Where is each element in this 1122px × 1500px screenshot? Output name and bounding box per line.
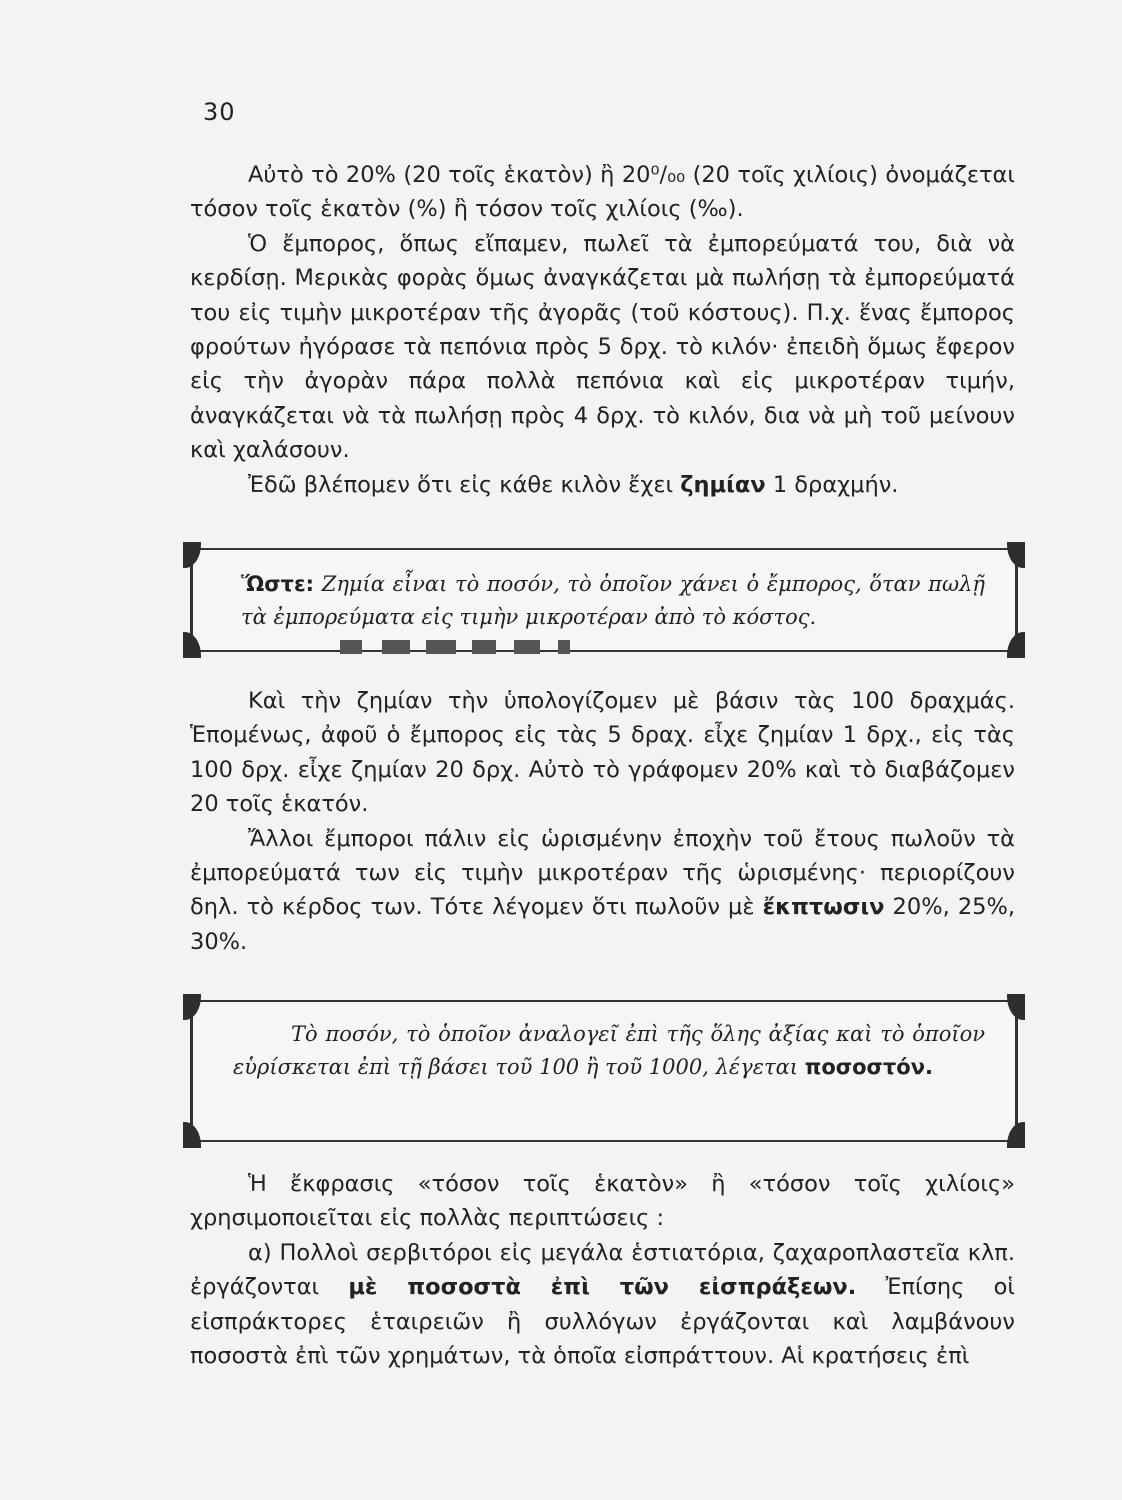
definition-lead: Ὥστε: [241,572,315,596]
box-corner-ornament [183,994,201,1020]
body-text-top [190,158,1015,502]
definition-box-loss [190,548,1018,652]
box-corner-ornament [1007,632,1025,658]
paragraph-discount: Ἄλλοι ἔμποροι πάλιν εἰς ὡρισμένην ἐποχὴν τοῦ ἔτους πωλοῦν τὰ ἐμπορεύματά των εἰς τιμὴν μικροτέραν τῆς ὡρισμένης· περιορίζουν δηλ. τὸ κέρδος των. Τότε λέγομεν ὅτι πωλοῦν μὲ ἔκπτωσιν 20%, 25%, 30%. [190,825,1015,955]
body-text-middle [190,684,1015,959]
print-smudge [330,640,690,656]
term-commission: μὲ ποσοστὰ ἐπὶ τῶν εἰσπράξεων. [348,1274,857,1301]
paragraph-percent-definition: Αὐτὸ τὸ 20% (20 τοῖς ἑκατὸν) ἢ 20⁰/₀₀ (20 τοῖς χιλίοις) ὀνομάζεται τόσον τοῖς ἑκατὸν (%) ἢ τόσον τοῖς χιλίοις (‰). [190,162,1015,223]
definition-text-percentage: Τὸ ποσόν, τὸ ὁποῖον ἀναλογεῖ ἐπὶ τῆς ὅλης ἀξίας καὶ τὸ ὁποῖον εὑρίσκεται ἐπὶ τῇ βάσει τοῦ 100 ἢ τοῦ 1000, λέγεται ποσοστόν. [233,1022,985,1079]
definition-box-percentage [190,1000,1018,1142]
term-zimia: ζημίαν [680,471,766,498]
box-corner-ornament [1007,1122,1025,1148]
paragraph-merchant-loss: Ὁ ἔμπορος, ὅπως εἴπαμεν, πωλεῖ τὰ ἐμπορεύματά του, διὰ νὰ κερδίσῃ. Μερικὰς φορὰς ὅμως ἀναγκάζεται μὰ πωλήσῃ τὰ ἐμπορεύματά του εἰς τιμὴν μικροτέραν τῆς ἀγορᾶς (τοῦ κόστους). Π.χ. ἕνας ἔμπορος φρούτων ἠγόρασε τὰ πεπόνια πρὸς 5 δρχ. τὸ κιλόν· ἐπειδὴ ὅμως ἔφερον εἰς τὴν ἀγορὰν πάρα πολλὰ πεπόνια καὶ εἰς μικροτέραν τιμήν, ἀναγκάζεται νὰ τὰ πωλήσῃ πρὸς 4 δρχ. τὸ κιλόν, δια νὰ μὴ τοῦ μείνουν καὶ χαλάσουν. [190,230,1015,464]
paragraph-waiters: α) Πολλοὶ σερβιτόροι εἰς μεγάλα ἑστιατόρια, ζαχαροπλαστεῖα κλπ. ἐργάζονται μὲ ποσοστὰ ἐπὶ τῶν εἰσπράξεων. Ἐπίσης οἱ εἰσπράκτορες ἑταιρειῶν ἢ συλλόγων ἐργάζονται καὶ λαμβάνουν ποσοστὰ ἐπὶ τῶν χρημάτων, τὰ ὁποῖα εἰσπράττουν. Αἱ κρατήσεις ἐπὶ [190,1239,1015,1370]
box-corner-ornament [1007,994,1025,1020]
paragraph-loss-per-kilo: Ἐδῶ βλέπομεν ὅτι εἰς κάθε κιλὸν ἔχει ζημίαν 1 δραχμήν. [248,471,899,498]
box-corner-ornament [183,542,201,568]
page-number: 30 [203,98,236,126]
paragraph-loss-calculation: Καὶ τὴν ζημίαν τὴν ὑπολογίζομεν μὲ βάσιν τὰς 100 δραχμάς. Ἑπομένως, ἀφοῦ ὁ ἔμπορος εἰς τὰς 5 δραχ. εἶχε ζημίαν 1 δρχ., εἰς τὰς 100 δρχ. εἶχε ζημίαν 20 δρχ. Αὐτὸ τὸ γράφομεν 20% καὶ τὸ διαβάζομεν 20 τοῖς ἑκατόν. [190,688,1015,818]
term-ekptosis: ἔκπτωσιν [762,894,885,921]
definition-text-loss: Ὥστε: Ζημία εἶναι τὸ ποσόν, τὸ ὁποῖον χάνει ὁ ἔμπορος, ὅταν πωλῇ τὰ ἐμπορεύματα εἰς τιμὴν μικροτέραν ἀπὸ τὸ κόστος. [241,572,985,629]
paragraph-usage: Ἡ ἔκφρασις «τόσον τοῖς ἑκατὸν» ἢ «τόσον τοῖς χιλίοις» χρησιμοποιεῖται εἰς πολλὰς περιπτώσεις : [190,1171,1015,1232]
box-corner-ornament [183,1122,201,1148]
body-text-bottom [190,1167,1015,1373]
term-pososton: ποσοστόν. [804,1055,934,1079]
box-corner-ornament [183,632,201,658]
box-corner-ornament [1007,542,1025,568]
